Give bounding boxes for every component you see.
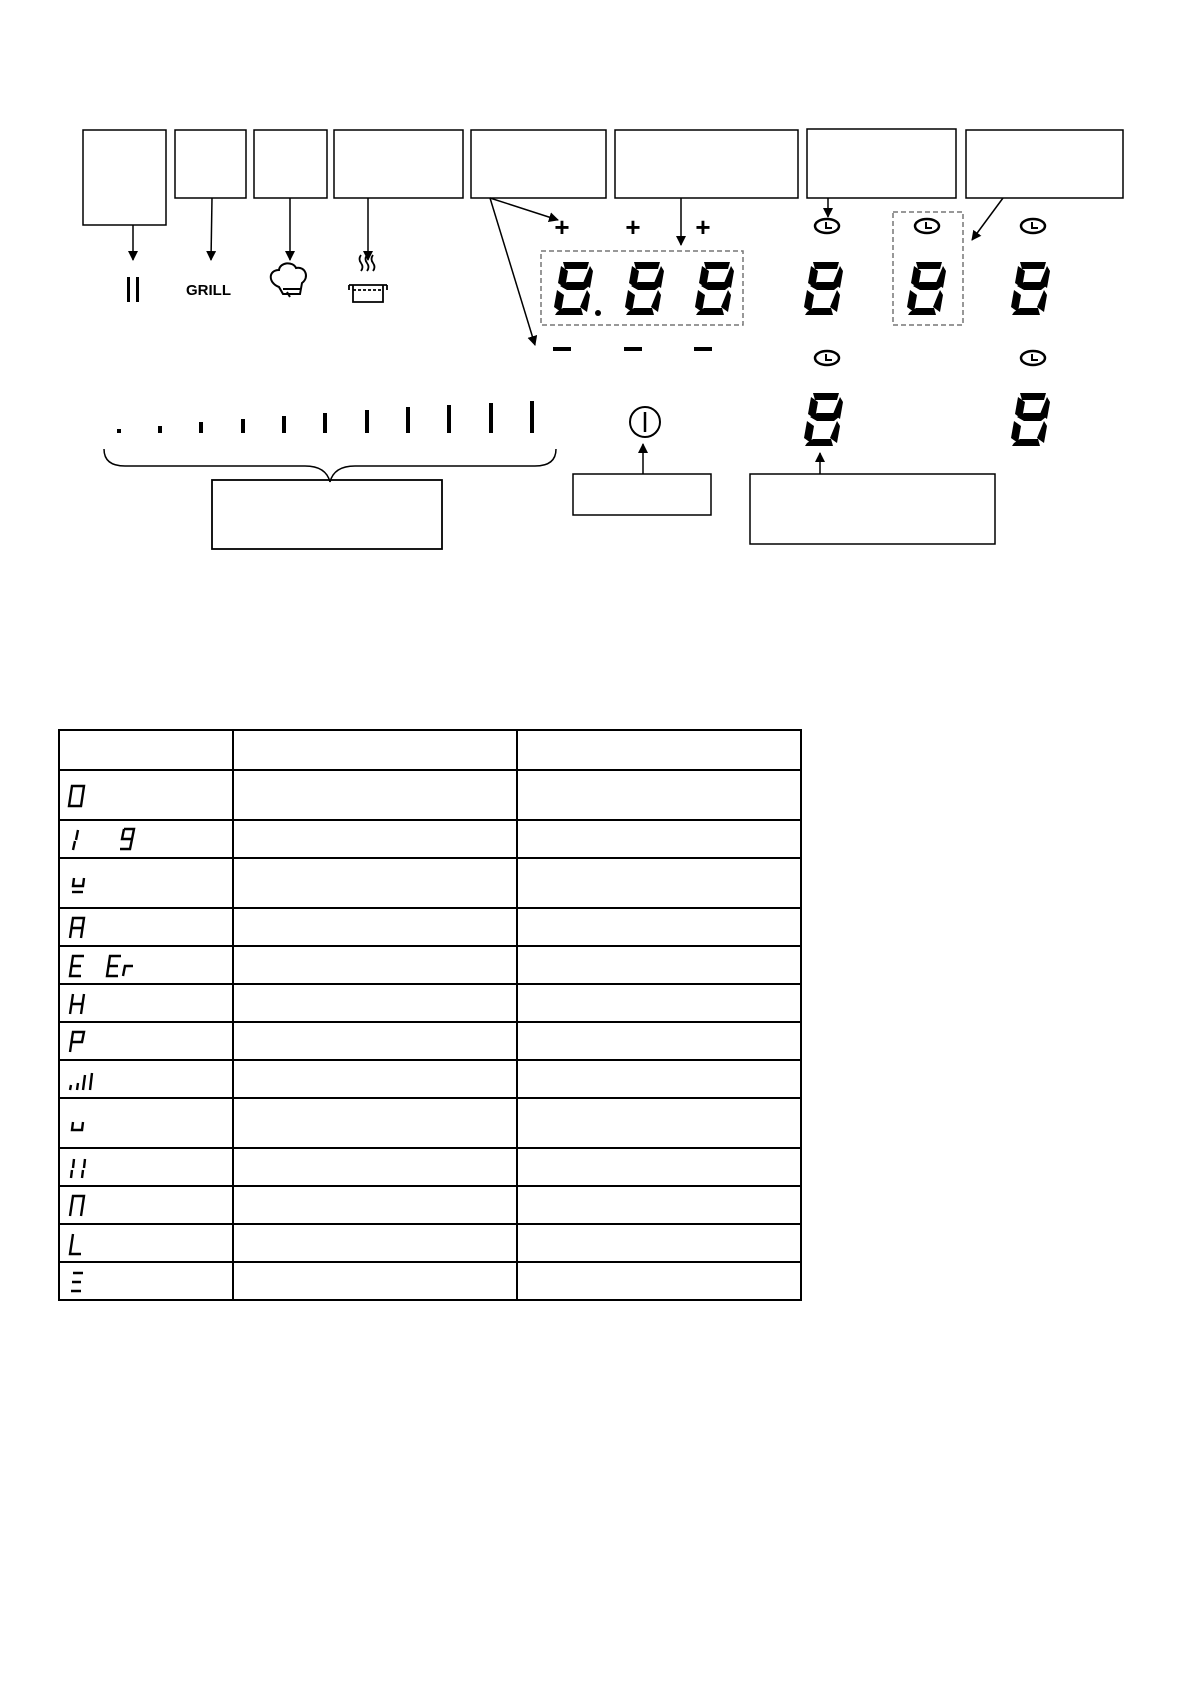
symbol-cell: [59, 1022, 233, 1060]
description-cell: [517, 1262, 801, 1300]
table-row: [59, 820, 801, 858]
display-cell: [233, 770, 517, 820]
symbol-legend-table: [58, 729, 802, 1301]
callout-box-plus-minus: [471, 130, 606, 198]
table-row: [59, 984, 801, 1022]
description-cell: [517, 908, 801, 946]
bars-segment-icon: [60, 1061, 230, 1097]
display-cell: [233, 1148, 517, 1186]
minus-button-2[interactable]: [624, 347, 642, 351]
timer-digit-4: [804, 393, 843, 446]
timer-clock-icon-1: [815, 219, 839, 233]
zero-segment-icon: [60, 772, 230, 818]
display-cell: [233, 946, 517, 984]
u-underscore-segment-icon: [60, 860, 230, 906]
display-cell: [233, 984, 517, 1022]
decimal-point: [595, 310, 601, 316]
callout-box-keep-warm: [334, 130, 463, 198]
callout-box-timer: [750, 474, 995, 544]
table-row: [59, 858, 801, 908]
table-row: [59, 1060, 801, 1098]
symbol-cell: [59, 984, 233, 1022]
symbol-cell: [59, 1186, 233, 1224]
description-cell: [517, 1022, 801, 1060]
description-cell: [517, 820, 801, 858]
l-segment-icon: [60, 1225, 230, 1261]
power-on-off-icon[interactable]: [630, 407, 660, 437]
display-cell: [233, 820, 517, 858]
symbol-cell: [59, 858, 233, 908]
callout-box-on-off: [573, 474, 711, 515]
display-cell: [233, 908, 517, 946]
minus-button-1[interactable]: [553, 347, 571, 351]
callout-box-timer-display: [966, 130, 1123, 198]
callout-box-pause: [83, 130, 166, 225]
power-digit-3: [695, 262, 734, 315]
symbol-cell: [59, 1060, 233, 1098]
power-digit-2: [625, 262, 664, 315]
table-header-cell: [59, 730, 233, 770]
keep-warm-icon: [349, 255, 387, 302]
callout-box-slider: [212, 480, 442, 549]
table-row: [59, 770, 801, 820]
control-panel-diagram: [0, 0, 1191, 560]
symbol-cell: [59, 946, 233, 984]
table-row: [59, 1186, 801, 1224]
display-cell: [233, 1060, 517, 1098]
table-row: [59, 1262, 801, 1300]
plus-button-1[interactable]: +: [554, 212, 570, 242]
display-cell: [233, 858, 517, 908]
callout-box-chef: [254, 130, 327, 198]
h-segment-icon: [60, 985, 230, 1021]
timer-clock-icon-4: [815, 351, 839, 365]
display-cell: [233, 1224, 517, 1262]
symbol-cell: [59, 1098, 233, 1148]
table-header-cell: [517, 730, 801, 770]
timer-clock-icon-2: [915, 219, 939, 233]
timer-digit-5: [1011, 393, 1050, 446]
description-cell: [517, 858, 801, 908]
symbol-cell: [59, 1148, 233, 1186]
timer-clock-icon-5: [1021, 351, 1045, 365]
display-cell: [233, 1186, 517, 1224]
timer-digit-3: [1011, 262, 1050, 315]
pause-icon: [127, 277, 139, 302]
description-cell: [517, 1186, 801, 1224]
table-row: [59, 1022, 801, 1060]
chef-hat-icon: [271, 263, 306, 297]
timer-clock-icon-3: [1021, 219, 1045, 233]
power-digit-1: [554, 262, 593, 315]
display-cell: [233, 1098, 517, 1148]
p-segment-icon: [60, 1023, 230, 1059]
plus-button-3[interactable]: +: [695, 212, 711, 242]
pause-segment-icon: [60, 1149, 230, 1185]
symbol-cell: [59, 820, 233, 858]
display-cell: [233, 1022, 517, 1060]
power-level-slider[interactable]: [117, 401, 534, 433]
slider-brace: [104, 449, 556, 482]
table-row: [59, 1098, 801, 1148]
table-header-cell: [233, 730, 517, 770]
description-cell: [517, 1148, 801, 1186]
table-row: [59, 908, 801, 946]
description-cell: [517, 984, 801, 1022]
description-cell: [517, 946, 801, 984]
symbol-cell: [59, 1262, 233, 1300]
table-header-row: [59, 730, 801, 770]
symbol-cell: [59, 770, 233, 820]
grill-label: GRILL: [186, 282, 231, 299]
description-cell: [517, 770, 801, 820]
table-row: [59, 1148, 801, 1186]
u-segment-icon: [60, 1100, 230, 1146]
callout-box-grill: [175, 130, 246, 198]
symbol-cell: [59, 1224, 233, 1262]
table-row: [59, 1224, 801, 1262]
table-row: [59, 946, 801, 984]
n-segment-icon: [60, 1187, 230, 1223]
three-lines-segment-icon: [60, 1263, 230, 1299]
description-cell: [517, 1224, 801, 1262]
e-er-segment-icon: [60, 947, 230, 983]
callout-box-timer-select: [807, 129, 956, 198]
symbol-cell: [59, 908, 233, 946]
callout-box-power-display: [615, 130, 798, 198]
plus-button-2[interactable]: +: [625, 212, 641, 242]
one-to-nine-segment-icon: [60, 821, 230, 857]
a-segment-icon: [60, 909, 230, 945]
timer-digit-2: [907, 262, 946, 315]
display-cell: [233, 1262, 517, 1300]
minus-button-3[interactable]: [694, 347, 712, 351]
timer-digit-1: [804, 262, 843, 315]
description-cell: [517, 1098, 801, 1148]
description-cell: [517, 1060, 801, 1098]
